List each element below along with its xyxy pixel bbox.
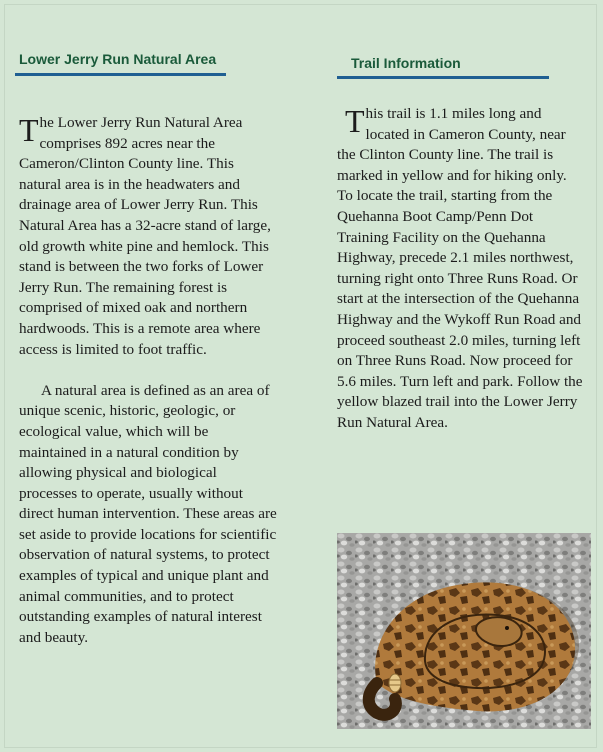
right-dropcap: T	[345, 103, 365, 139]
right-heading-rule	[337, 76, 549, 79]
right-heading: Trail Information	[351, 55, 461, 71]
rattlesnake-photo	[337, 533, 591, 729]
left-paragraph-1	[19, 113, 277, 360]
right-paragraph-1-text: his trail is 1.1 miles long and located in Cameron County, near the Clinton County line. The trail is marked in yellow and for hiking only. To locate the trail, starting from the Quehanna Boot Camp/Penn Dot Training Facility on the Quehanna Highway, precede 2.1 miles northwest, turning right onto Three Runs Road. Or start at the intersection of the Quehanna Highway and the Wykoff Run Road and proceed southeast 2.0 miles, turning left on Three Runs Road. Now proceed for 5.6 miles. Turn left and park. Follow the yellow blazed trail into the Lower Jerry Run Natural Area.	[337, 105, 583, 431]
left-column-body	[19, 113, 277, 648]
left-heading: Lower Jerry Run Natural Area	[19, 51, 217, 67]
left-paragraph-1-text: he Lower Jerry Run Natural Area comprises 892 acres near the Cameron/Clinton County line. This natural area is in the headwaters and drainage area of Lower Jerry Run. This Natural Area has a 32-acre stand of large, old growth white pine and hemlock. This stand is between the two forks of Lower Jerry Run. The remaining forest is comprised of mixed oak and northern hardwoods. This is a remote area where access is limited to foot traffic.	[19, 114, 271, 358]
right-paragraph-1	[337, 104, 583, 434]
left-dropcap: T	[19, 112, 39, 148]
left-heading-rule	[15, 73, 226, 76]
left-paragraph-2: A natural area is defined as an area of unique scenic, historic, geologic, or ecological value, which will be maintained in a natural condition by allowing physical and biological processes to operate, usually without direct human intervention. These areas are set aside to provide locations for scientific observation of natural systems, to protect examples of typical and unique plant and animal communities, and to protect outstanding examples of natural interest and beauty.	[19, 381, 277, 646]
right-column-body	[337, 104, 583, 434]
